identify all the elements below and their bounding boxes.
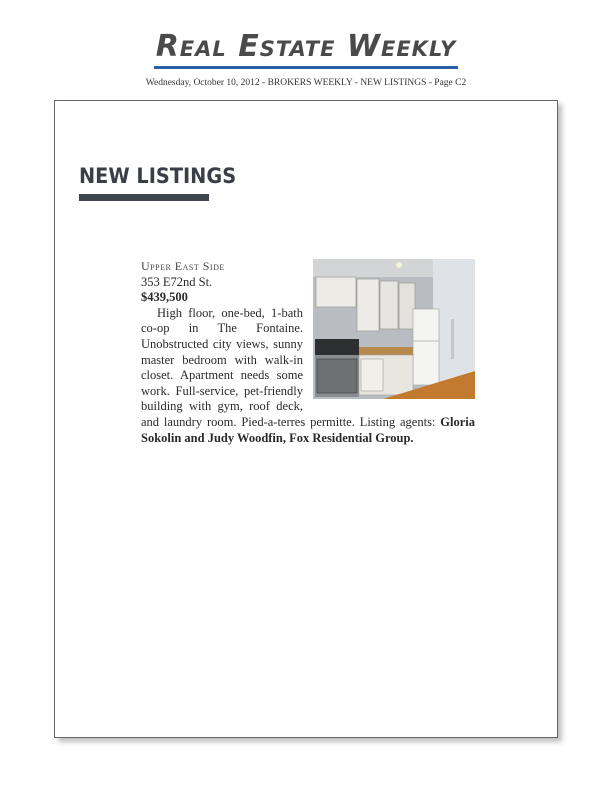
section-rule bbox=[79, 194, 209, 201]
section-title: NEW LISTINGS bbox=[79, 164, 237, 188]
listing-agents: Gloria Sokolin and Judy Woodfin, Fox Residential Group. bbox=[141, 414, 475, 445]
masthead bbox=[0, 30, 612, 69]
listing-price: $439,500 bbox=[141, 290, 188, 305]
page-frame bbox=[54, 100, 558, 738]
dateline: Wednesday, October 10, 2012 - BROKERS WEEKLY - NEW LISTINGS - Page C2 bbox=[145, 78, 467, 88]
listing-description-text: High floor, one-bed, 1-bath co-op in The Fontaine. Unobstructed city views, sunny master bedroom with walk-in closet. Apartment needs some work. Full-service, pet-friendly building with gym, roof deck, and laundry room. Pied-a-terres permitte. Listing agents: bbox=[141, 305, 441, 429]
kitchen-photo bbox=[313, 259, 475, 399]
masthead-title: Real Estate Weekly bbox=[154, 30, 459, 69]
listing-neighborhood: Upper East Side bbox=[141, 259, 225, 273]
listing-address: 353 E72nd St. bbox=[141, 274, 213, 289]
kitchen-photo-illustration bbox=[313, 259, 475, 399]
listing bbox=[141, 259, 475, 446]
